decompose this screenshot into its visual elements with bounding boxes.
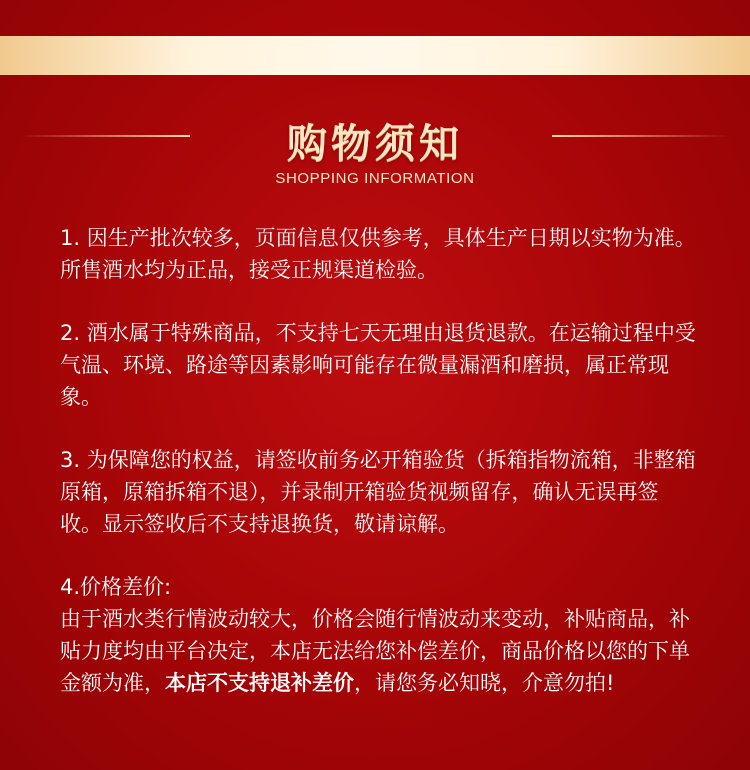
header <box>0 112 750 192</box>
notice-item-1: 1. 因生产批次较多，页面信息仅供参考，具体生产日期以实物为准。所售酒水均为正品，接受正规渠道检验。 <box>60 226 696 282</box>
notice-item-4-text-a: 由于酒水类行情波动较大，价格会随行情波动来变动，补贴商品，补贴力度均由平台决定，本店无法给您补偿差价，商品价格以您的下单金额为准， <box>60 607 690 695</box>
notice-item-4-body <box>60 603 700 699</box>
notice-item-3: 3. 为保障您的权益，请签收前务必开箱验货（拆箱指物流箱，非整箱原箱，原箱拆箱不退），并录制开箱验货视频留存，确认无误再签收。显示签收后不支持退换货，敬请谅解。 <box>60 448 696 536</box>
page-subtitle: SHOPPING INFORMATION <box>275 170 475 187</box>
notice-item-4 <box>60 571 700 699</box>
notice-item-4-heading: 4.价格差价: <box>60 575 172 599</box>
notice-item-4-text-b: ，请您务必知晓，介意勿拍! <box>354 671 615 695</box>
page-title: 购物须知 <box>287 120 463 167</box>
notice-item-2: 2. 酒水属于特殊商品，不支持七天无理由退货退款。在运输过程中受气温、环境、路途等因素影响可能存在微量漏酒和磨损，属正常现象。 <box>60 321 696 409</box>
top-decorative-band <box>0 36 750 75</box>
notice-list <box>60 222 700 699</box>
no-price-refund-warning: 本店不支持退补差价 <box>165 671 354 695</box>
